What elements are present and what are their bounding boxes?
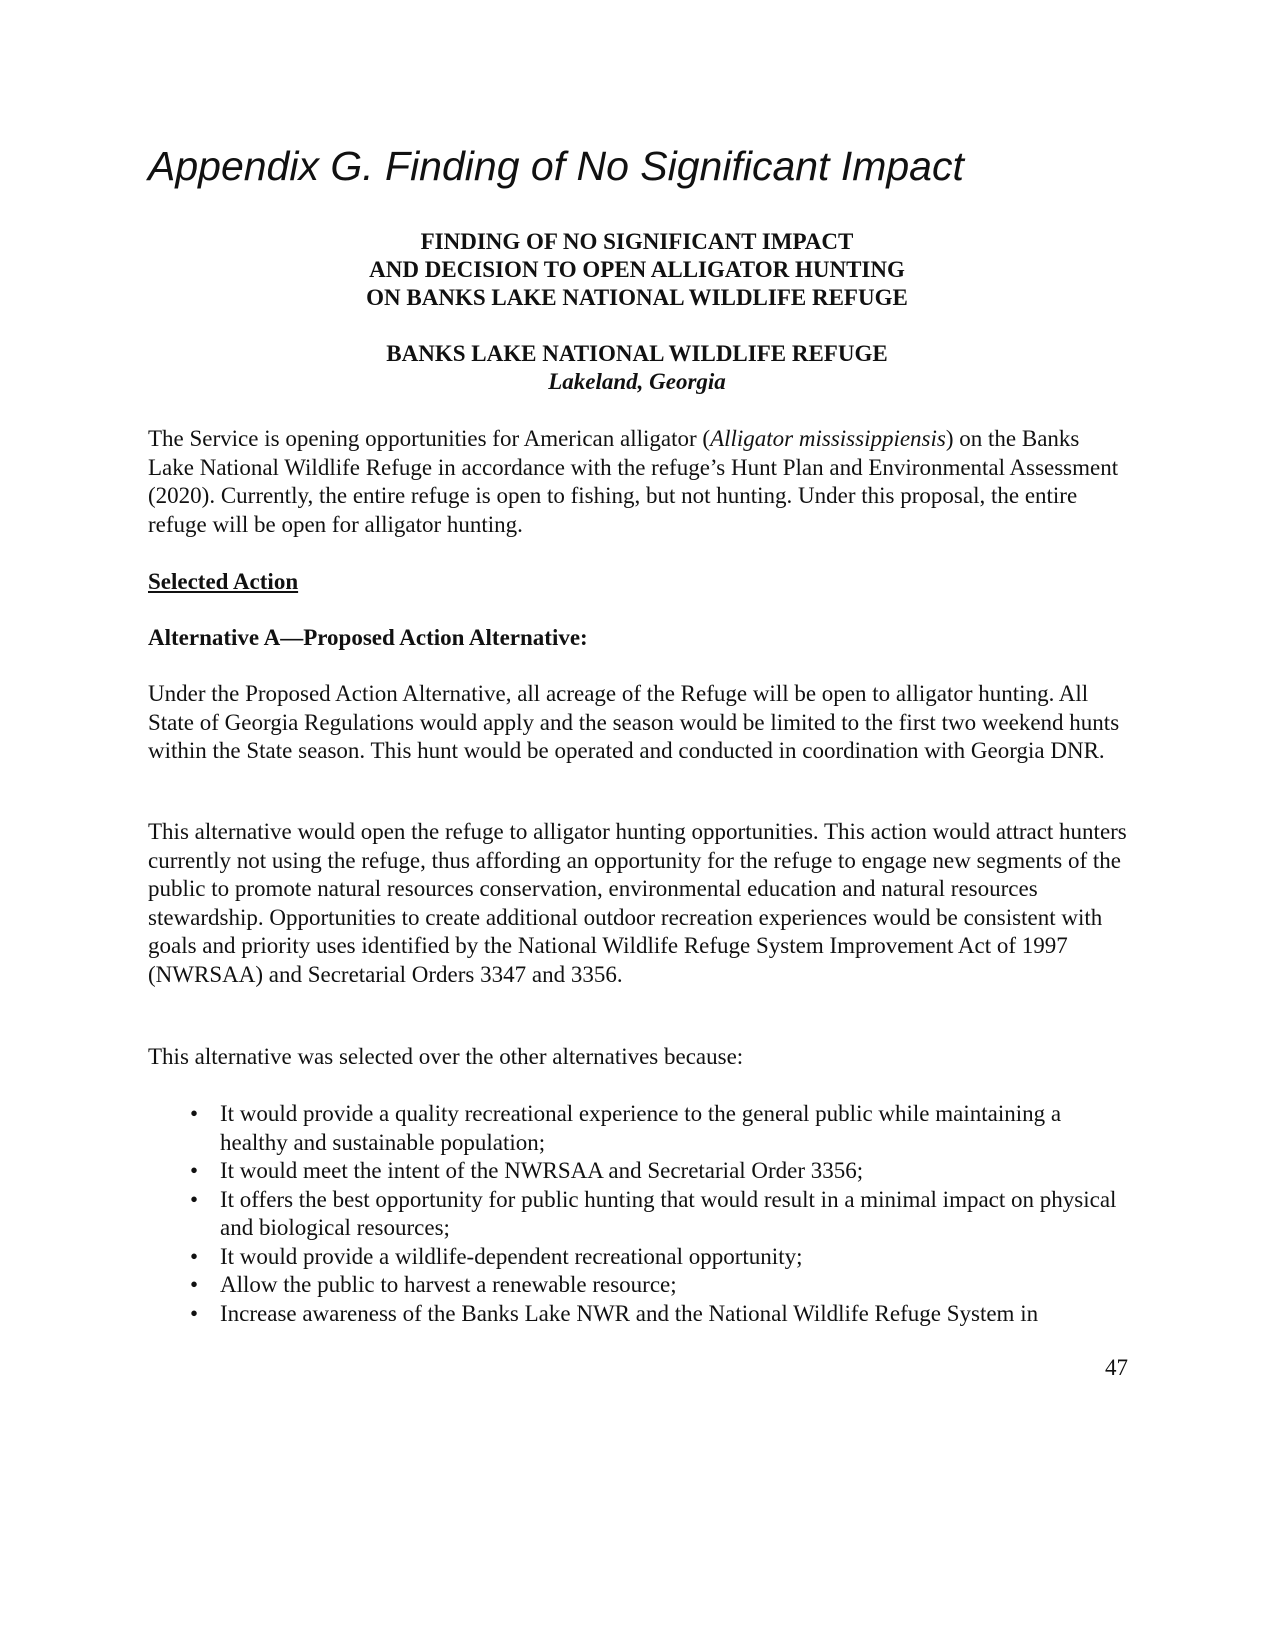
list-item-text: It would provide a quality recreational experience to the general public while maintaining a healthy and sustainable population;	[220, 1101, 1062, 1155]
intro-paragraph	[148, 425, 1128, 539]
bullet-icon: •	[189, 1186, 199, 1212]
fonsi-heading-line-1: FINDING OF NO SIGNIFICANT IMPACT	[420, 229, 854, 254]
selection-reasons-list	[148, 1100, 1133, 1328]
list-item	[148, 1271, 1133, 1300]
selection-reason-intro: This alternative was selected over the other alternatives because:	[148, 1044, 744, 1069]
bullet-icon: •	[189, 1272, 199, 1297]
species-name: Alligator mississippiensis	[710, 426, 946, 451]
list-item-text: It offers the best opportunity for public hunting that would result in a minimal impact on physical and biological resources;	[220, 1186, 1117, 1240]
bullet-icon: •	[189, 1101, 199, 1126]
list-item	[148, 1243, 1133, 1272]
list-item-text: It would meet the intent of the NWRSAA and Secretarial Order 3356;	[220, 1158, 864, 1183]
list-item	[148, 1100, 1133, 1157]
page-number: 47	[1105, 1355, 1128, 1380]
intro-text-end: ) on the Banks Lake National Wildlife Refuge in accordance with the refuge’s Hunt Plan and Environmental Assessment (2020). Currently, the entire refuge is open to fishing, but not hunting. Under this proposal, the entire refuge will be open for alligator hunting.	[148, 426, 1119, 537]
bullet-icon: •	[189, 1158, 199, 1183]
fonsi-heading-line-3: ON BANKS LAKE NATIONAL WILDLIFE REFUGE	[366, 285, 908, 310]
appendix-title: Appendix G. Finding of No Significant Impact	[148, 143, 964, 189]
refuge-name: BANKS LAKE NATIONAL WILDLIFE REFUGE	[386, 341, 888, 366]
bullet-icon: •	[189, 1243, 199, 1269]
list-item	[148, 1157, 1133, 1186]
alternative-a-heading: Alternative A—Proposed Action Alternative:	[148, 625, 588, 650]
proposed-action-paragraph: Under the Proposed Action Alternative, all acreage of the Refuge will be open to alligator hunting. All State of Georgia Regulations would apply and the season would be limited to the first two weekend hunts within the State season. This hunt would be operated and conducted in coordination with Georgia DNR.	[148, 681, 1120, 763]
list-item	[148, 1300, 1133, 1329]
list-item-text: It would provide a wildlife-dependent recreational opportunity;	[220, 1243, 803, 1269]
list-item-text: Allow the public to harvest a renewable resource;	[220, 1272, 677, 1297]
bullet-icon: •	[189, 1300, 199, 1326]
list-item-text: Increase awareness of the Banks Lake NWR and the National Wildlife Refuge System in	[220, 1300, 1039, 1326]
alternative-description-paragraph: This alternative would open the refuge to alligator hunting opportunities. This action would attract hunters currently not using the refuge, thus affording an opportunity for the refuge to engage new segments of the public to promote natural resources conservation, environmental education and natural resources stewardship. Opportunities to create additional outdoor recreation experiences would be consistent with goals and priority uses identified by the National Wildlife Refuge System Improvement Act of 1997 (NWRSAA) and Secretarial Orders 3347 and 3356.	[148, 819, 1127, 987]
fonsi-heading-line-2: AND DECISION TO OPEN ALLIGATOR HUNTING	[369, 257, 905, 282]
intro-text-start: The Service is opening opportunities for American alligator (	[148, 426, 711, 451]
selected-action-heading: Selected Action	[148, 569, 299, 594]
list-item	[148, 1186, 1133, 1243]
fonsi-heading	[148, 228, 1126, 312]
refuge-location: Lakeland, Georgia	[548, 369, 726, 394]
refuge-heading	[148, 340, 1126, 396]
